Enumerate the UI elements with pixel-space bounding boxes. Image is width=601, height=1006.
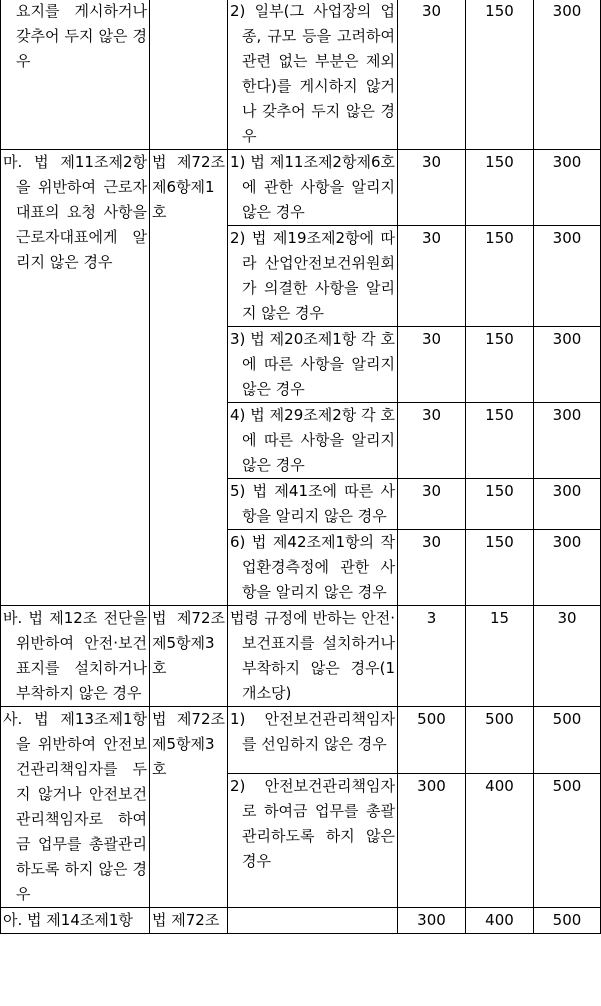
fine-amount-1 — [398, 479, 466, 530]
legal-basis-text: 법 제72조제5항제3호 — [152, 609, 225, 677]
fine-amount-value: 150 — [485, 406, 514, 424]
fine-amount-2 — [466, 774, 534, 908]
table-row — [1, 908, 601, 934]
fine-amount-value: 3 — [426, 609, 437, 627]
fine-amount-value: 150 — [485, 533, 514, 551]
fine-amount-value: 500 — [485, 710, 514, 728]
fine-amount-value: 300 — [552, 2, 582, 20]
fine-amount-value: 300 — [417, 911, 446, 929]
violation-text: 바. 법 제12조 전단을 위반하여 안전·보건표지를 설치하거나 부착하지 않은 경우 — [3, 609, 147, 702]
fine-amount-value: 300 — [552, 406, 582, 424]
fine-amount-value: 300 — [552, 482, 582, 500]
fine-amount-1 — [398, 226, 466, 327]
fine-amount-1 — [398, 774, 466, 908]
legal-basis-cell — [150, 150, 228, 606]
detail-text: 6) 법 제42조제1항의 작업환경측정에 관한 사항을 알리지 않은 경우 — [230, 533, 395, 601]
detail-text: 2) 안전보건관리책임자로 하여금 업무를 총괄관리하도록 하지 않은 경우 — [230, 777, 395, 871]
legal-basis-text: 법 제72조제6항제1호 — [152, 153, 225, 221]
fine-amount-value: 150 — [485, 229, 514, 247]
legal-basis-text: 법 제72조제5항제3호 — [152, 710, 225, 778]
fine-amount-3 — [534, 707, 601, 774]
fine-amount-3 — [534, 606, 601, 707]
table-row — [1, 150, 601, 226]
legal-basis-cell — [150, 606, 228, 707]
fine-amount-2 — [466, 606, 534, 707]
detail-text: 법령 규정에 반하는 안전·보건표지를 설치하거나 부착하지 않은 경우(1개소당) — [230, 609, 395, 702]
fine-amount-value: 30 — [421, 229, 442, 247]
detail-cell — [228, 707, 398, 774]
detail-cell — [228, 530, 398, 606]
fine-amount-value: 300 — [417, 777, 446, 796]
fine-amount-value: 300 — [552, 229, 582, 247]
detail-cell — [228, 774, 398, 908]
violation-cell — [1, 707, 150, 908]
fine-amount-3 — [534, 0, 601, 150]
detail-text: 4) 법 제29조제2항 각 호에 따른 사항을 알리지 않은 경우 — [230, 406, 395, 474]
fine-amount-3 — [534, 908, 601, 934]
detail-cell — [228, 150, 398, 226]
fine-amount-value: 300 — [552, 153, 582, 171]
fine-amount-value: 400 — [485, 911, 514, 929]
fine-amount-3 — [534, 479, 601, 530]
fine-amount-value: 500 — [552, 911, 582, 929]
fine-amount-2 — [466, 908, 534, 934]
fine-amount-1 — [398, 606, 466, 707]
fine-amount-value: 30 — [421, 482, 442, 500]
table-row — [1, 707, 601, 774]
fine-amount-value: 150 — [485, 330, 514, 348]
legal-basis-cell — [150, 908, 228, 934]
fine-amount-value: 30 — [557, 609, 577, 627]
fine-amount-1 — [398, 403, 466, 479]
fine-amount-value: 30 — [421, 153, 442, 171]
fine-amount-3 — [534, 226, 601, 327]
fine-amount-2 — [466, 327, 534, 403]
legal-basis-text: 법 제72조 — [152, 911, 220, 929]
violation-text: 아. 법 제14조제1항 — [3, 911, 133, 929]
fine-amount-value: 150 — [485, 2, 514, 20]
fine-amount-value: 500 — [417, 710, 446, 728]
fine-amount-value: 500 — [552, 710, 582, 728]
fine-amount-2 — [466, 0, 534, 150]
fine-amount-value: 15 — [489, 609, 510, 627]
detail-cell — [228, 0, 398, 150]
fine-amount-1 — [398, 327, 466, 403]
legal-basis-cell — [150, 707, 228, 908]
detail-cell — [228, 403, 398, 479]
legal-basis-cell — [150, 0, 228, 150]
detail-cell — [228, 226, 398, 327]
fine-amount-value: 400 — [485, 777, 514, 796]
fine-amount-1 — [398, 0, 466, 150]
fine-amount-2 — [466, 403, 534, 479]
fine-amount-2 — [466, 707, 534, 774]
fine-amount-1 — [398, 530, 466, 606]
fine-amount-value: 300 — [552, 330, 582, 348]
fine-amount-2 — [466, 226, 534, 327]
violation-text: 사. 법 제13조제1항을 위반하여 안전보건관리책임자를 두지 않거나 안전보건관리책임자로 하여금 업무를 총괄관리하도록 하지 않은 경우 — [3, 710, 147, 903]
fine-amount-3 — [534, 327, 601, 403]
detail-text: 2) 법 제19조제2항에 따라 산업안전보건위원회가 의결한 사항을 알리지 않은 경우 — [230, 229, 395, 322]
table-row — [1, 606, 601, 707]
fine-amount-value: 150 — [485, 153, 514, 171]
fine-amount-3 — [534, 150, 601, 226]
detail-cell — [228, 479, 398, 530]
violation-cell — [1, 150, 150, 606]
detail-text: 1) 법 제11조제2항제6호에 관한 사항을 알리지 않은 경우 — [230, 153, 395, 221]
violation-cell — [1, 0, 150, 150]
violation-cell — [1, 908, 150, 934]
fine-amount-2 — [466, 150, 534, 226]
fine-amount-value: 500 — [552, 777, 582, 796]
fine-amount-3 — [534, 774, 601, 908]
detail-text: 3) 법 제20조제1항 각 호에 따른 사항을 알리지 않은 경우 — [230, 330, 395, 398]
fine-amount-value: 30 — [421, 533, 442, 551]
detail-cell — [228, 606, 398, 707]
fine-amount-value: 30 — [421, 406, 442, 424]
violation-text: 요지를 게시하거나 갖추어 두지 않은 경우 — [16, 2, 147, 70]
detail-text: 2) 일부(그 사업장의 업종, 규모 등을 고려하여 관련 없는 부분은 제외한다)를 게시하지 않거나 갖추어 두지 않은 경우 — [230, 2, 395, 145]
fine-amount-2 — [466, 479, 534, 530]
fine-amount-value: 30 — [421, 330, 442, 348]
detail-cell — [228, 327, 398, 403]
fine-amount-1 — [398, 150, 466, 226]
table-row — [1, 0, 601, 150]
fine-amount-2 — [466, 530, 534, 606]
fine-amount-1 — [398, 908, 466, 934]
fine-amount-3 — [534, 403, 601, 479]
fine-amount-3 — [534, 530, 601, 606]
detail-text: 5) 법 제41조에 따른 사항을 알리지 않은 경우 — [230, 482, 395, 525]
detail-text: 1) 안전보건관리책임자를 선임하지 않은 경우 — [230, 710, 395, 753]
detail-cell — [228, 908, 398, 934]
fine-amount-1 — [398, 707, 466, 774]
fine-amount-value: 150 — [485, 482, 514, 500]
fine-amount-value: 300 — [552, 533, 582, 551]
fine-amount-value: 30 — [421, 2, 442, 20]
violation-cell — [1, 606, 150, 707]
violation-text: 마. 법 제11조제2항을 위반하여 근로자대표의 요청 사항을 근로자대표에게 알리지 않은 경우 — [3, 153, 147, 271]
